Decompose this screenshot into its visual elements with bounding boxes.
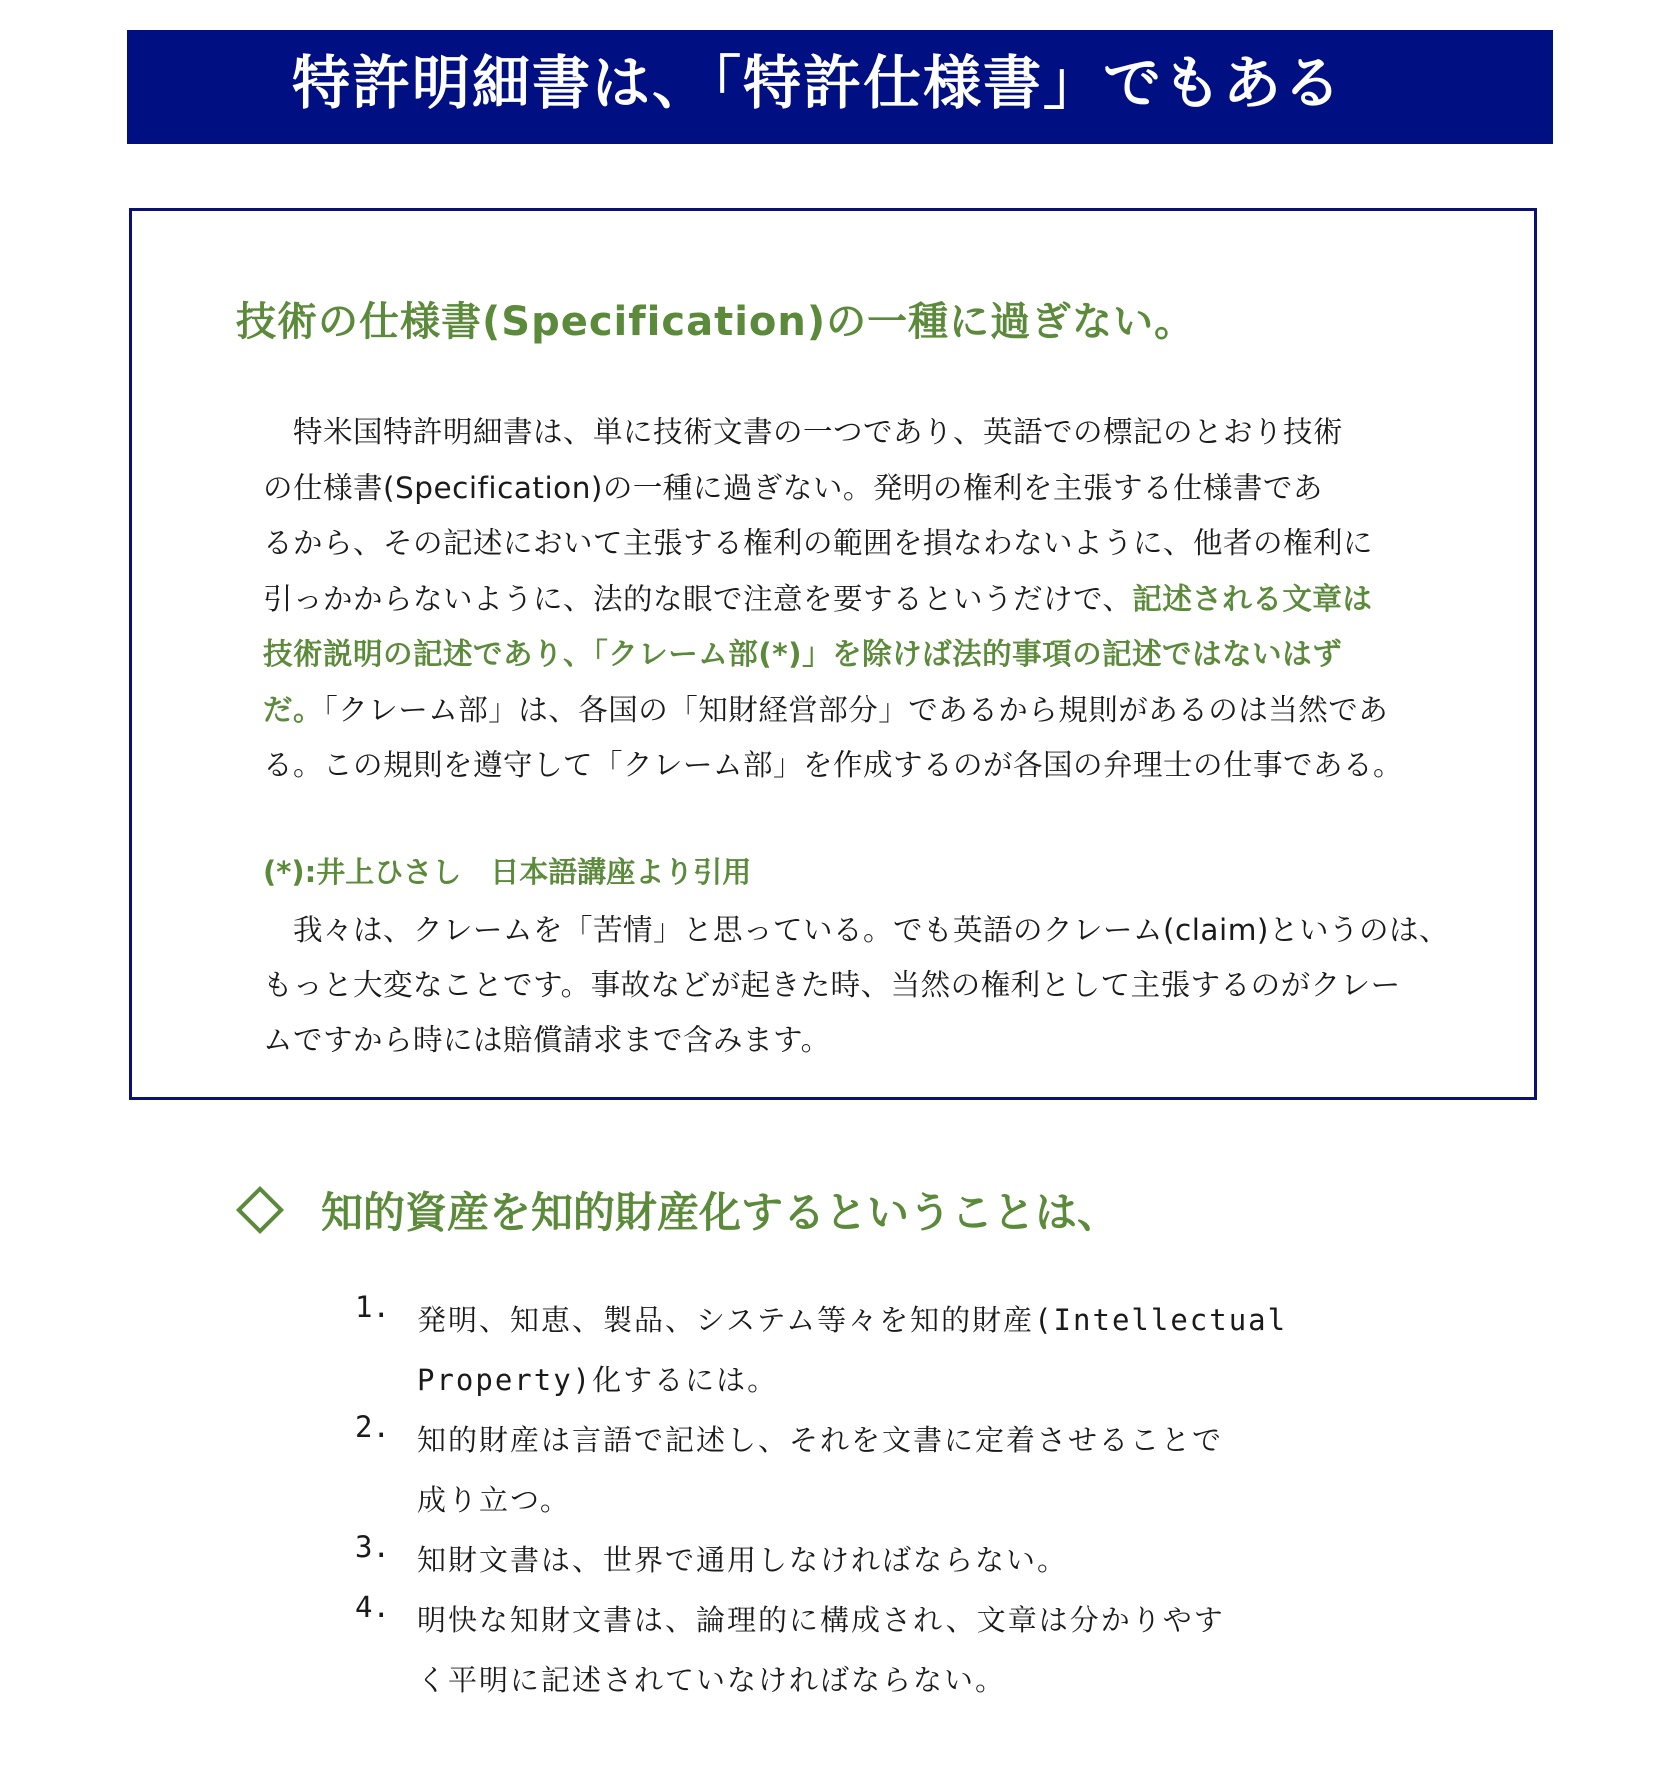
list-item-line: 明快な知財文書は、論理的に構成され、文章は分かりやす (417, 1603, 1225, 1637)
paragraph-text: る。この規則を遵守して「クレーム部」を作成するのが各国の弁理士の仕事である。 (263, 748, 1404, 782)
footnote-line: 我々は、クレームを「苦情」と思っている。でも英語のクレーム(claim)というのは、 (263, 913, 1449, 947)
diamond-icon (236, 1186, 284, 1234)
paragraph-line (263, 516, 1423, 572)
footnote-line: もっと大変なことです。事故などが起きた時、当然の権利として主張するのがクレー (263, 968, 1401, 1002)
list-item (355, 1530, 1285, 1590)
footnote-title: (*):井上ひさし 日本語講座より引用 (263, 855, 752, 889)
paragraph-line (263, 683, 1423, 739)
title-banner (127, 30, 1553, 144)
list-item-number: 4. (355, 1590, 390, 1624)
emphasis-text: 技術説明の記述であり、「クレーム部(*)」を除けば法的事項の記述ではないはず (263, 637, 1343, 671)
page-title: 特許明細書は、「特許仕様書」でもある (292, 49, 1344, 117)
list-item-text (355, 1530, 1285, 1590)
list-item-line: 発明、知恵、製品、システム等々を知的財産(Intellectual (417, 1303, 1288, 1337)
list-item (355, 1290, 1288, 1410)
paragraph-text: の仕様書(Specification)の一種に過ぎない。発明の権利を主張する仕様書であ (263, 470, 1323, 505)
list-item-number: 1. (355, 1290, 390, 1324)
paragraph-text: るから、その記述において主張する権利の範囲を損なわないように、他者の権利に (263, 526, 1374, 560)
list-item-text (355, 1590, 1285, 1710)
list-item-line: く平明に記述されていなければならない。 (417, 1663, 1007, 1697)
list-item-number: 3. (355, 1530, 390, 1564)
paragraph-line (263, 627, 1423, 683)
title-banner-edge (127, 140, 131, 144)
paragraph-line (263, 461, 1423, 517)
paragraph-line (263, 405, 1423, 461)
list-item-line: 成り立つ。 (417, 1483, 571, 1517)
footnote-paragraph (263, 903, 1449, 1068)
list-item (355, 1410, 1285, 1530)
list-item (355, 1590, 1285, 1710)
numbered-list (355, 1290, 1288, 1710)
paragraph-text: 特米国特許明細書は、単に技術文書の一つであり、英語での標記のとおり技術 (263, 415, 1344, 449)
list-item-text (355, 1290, 1288, 1410)
emphasis-text: だ。 (263, 692, 324, 727)
list-item-line: 知財文書は、世界で通用しなければならない。 (417, 1543, 1069, 1577)
list-item-line: 知的財産は言語で記述し、それを文書に定着させることで (417, 1423, 1224, 1457)
main-paragraph (263, 405, 1423, 794)
list-item-number: 2. (355, 1410, 390, 1444)
paragraph-text: 「クレーム部」は、各国の「知財経営部分」であるから規則があるのは当然であ (323, 692, 1389, 727)
paragraph-line (263, 738, 1423, 794)
list-item-text (355, 1410, 1285, 1530)
box-heading: 技術の仕様書(Specification)の一種に過ぎない。 (236, 299, 1196, 345)
paragraph-text: 引っかからないように、法的な眼で注意を要するというだけで、 (263, 581, 1133, 616)
paragraph-line (263, 572, 1423, 628)
section-heading (235, 1180, 1119, 1240)
emphasis-text: 記述される文章は (1132, 581, 1373, 616)
section-heading-text: 知的資産を知的財産化するということは、 (321, 1188, 1120, 1237)
footnote-line: ムですから時には賠償請求まで含みます。 (263, 1023, 831, 1057)
list-item-line: Property)化するには。 (417, 1363, 779, 1397)
